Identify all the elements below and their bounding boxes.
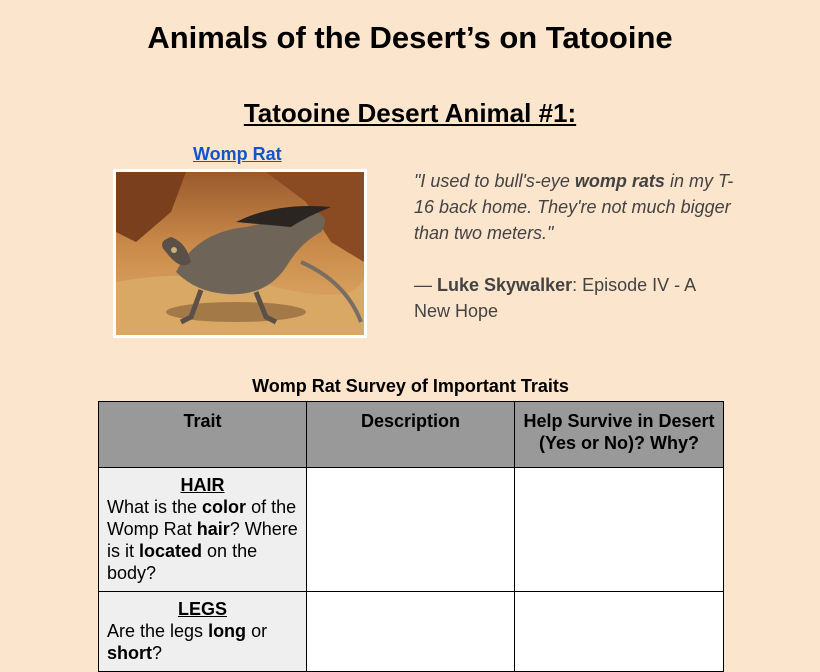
section-heading: Tatooine Desert Animal #1: [243, 98, 577, 128]
quote-attribution: — Luke Skywalker: Episode IV - A New Hope [414, 275, 696, 321]
trait-name-legs: LEGS [177, 599, 227, 619]
luke-quote [414, 168, 734, 324]
table-row-legs [99, 592, 724, 672]
trait-cell-legs: LEGS Are the legs long or short? [99, 592, 307, 672]
table-caption: Womp Rat Survey of Important Traits [252, 376, 569, 396]
help-survive-cell-hair[interactable] [515, 468, 724, 592]
description-cell-legs[interactable] [307, 592, 515, 672]
trait-name-hair: HAIR [180, 475, 225, 495]
header-description: Description [307, 402, 515, 468]
womp-rat-photo [113, 169, 367, 338]
table-row-hair [99, 468, 724, 592]
description-cell-hair[interactable] [307, 468, 515, 592]
help-survive-cell-legs[interactable] [515, 592, 724, 672]
header-help-survive: Help Survive in Desert (Yes or No)? Why? [515, 402, 724, 468]
traits-survey-table [98, 401, 724, 672]
womp-rat-link[interactable]: Womp Rat [193, 144, 282, 164]
quote-text: "I used to bull's-eye womp rats in my T-16 back home. They're not much bigger than two meters." [414, 171, 734, 243]
table-header-row [99, 402, 724, 468]
header-trait: Trait [99, 402, 307, 468]
page-title: Animals of the Desert’s on Tatooine [147, 20, 673, 55]
trait-cell-hair: HAIR What is the color of the Womp Rat hair? Where is it located on the body? [99, 468, 307, 592]
